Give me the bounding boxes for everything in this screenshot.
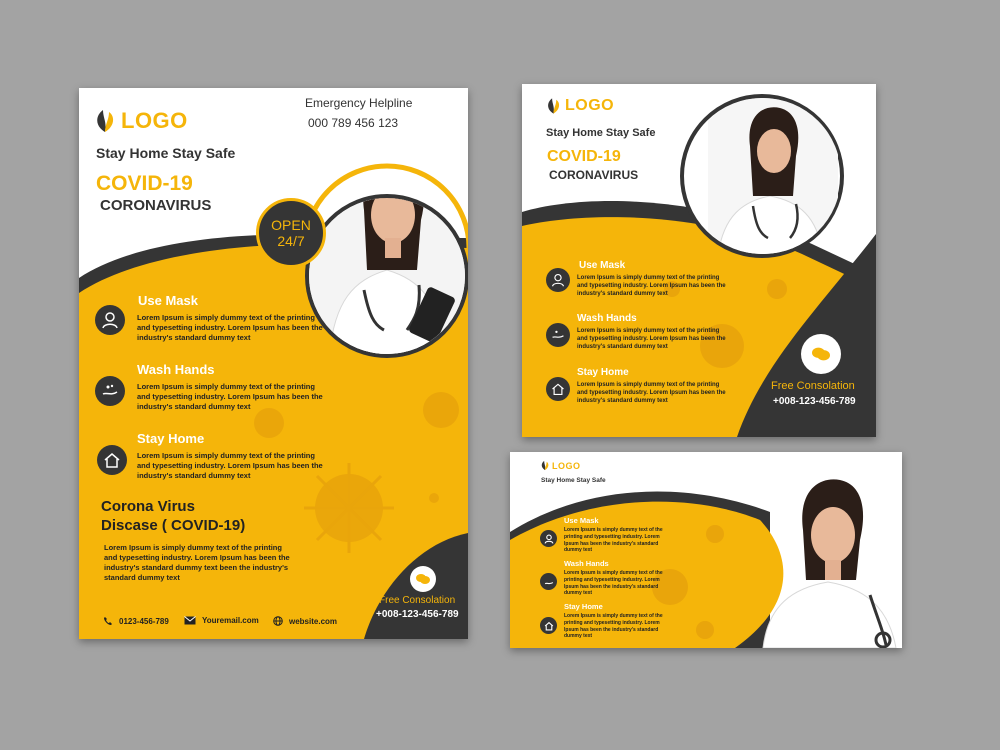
disease-title-line1: Corona Virus <box>101 498 195 515</box>
feature-body: Lorem Ipsum is simply dummy text of the printing and typesetting industry. Lorem Ipsum has been the industry's standard dummy text <box>137 382 323 412</box>
subheadline: CORONAVIRUS <box>100 197 212 214</box>
chat-bubbles-icon <box>410 566 436 592</box>
globe-icon <box>273 616 283 626</box>
leaf-icon <box>545 97 562 115</box>
feature-body: Lorem Ipsum is simply dummy text of the printing and typesetting industry. Lorem Ipsum has been the industry's standard dummy text <box>137 313 323 343</box>
mask-person-icon <box>95 305 125 335</box>
wash-hands-icon <box>546 323 570 347</box>
leaf-icon <box>540 460 550 471</box>
feature-wash-hands <box>95 362 335 422</box>
feature-body: Lorem Ipsum is simply dummy text of the printing and typesetting industry. Lorem Ipsum has been the industry's standard dummy text <box>577 275 726 298</box>
slogan: Stay Home Stay Safe <box>96 145 236 161</box>
feature-title: Wash Hands <box>137 362 215 377</box>
wash-hands-icon <box>95 376 125 406</box>
helpline-label: Emergency Helpline <box>305 96 413 110</box>
open-24-7-badge <box>256 198 326 268</box>
feature-title: Stay Home <box>564 602 603 611</box>
feature-use-mask <box>546 260 726 305</box>
footer-website-text: website.com <box>289 616 338 626</box>
consultation-label: Free Consolation <box>379 595 456 606</box>
home-icon <box>97 445 127 475</box>
disease-title-line2: Discase ( COVID-19) <box>101 517 246 534</box>
flyer-landscape <box>510 452 902 648</box>
doctor-photo <box>748 470 902 648</box>
consultation-label: Free Consolation <box>771 380 855 392</box>
logo-text: LOGO <box>552 460 581 471</box>
chat-bubbles-icon <box>801 334 841 374</box>
feature-stay-home <box>540 602 700 638</box>
feature-stay-home <box>546 367 726 412</box>
logo <box>545 97 614 115</box>
logo-text: LOGO <box>565 97 615 114</box>
footer-phone-text: 0123-456-789 <box>119 616 169 626</box>
feature-wash-hands <box>546 313 726 358</box>
flyer-square <box>522 84 876 437</box>
wash-hands-icon <box>540 573 557 590</box>
disease-body: Lorem Ipsum is simply dummy text of the printing and typesetting industry. Lorem Ipsum has been the industry's standard dummy text been the industry's standard dummy text <box>104 543 290 583</box>
footer-website <box>273 616 337 626</box>
headline: COVID-19 <box>547 148 621 165</box>
feature-title: Use Mask <box>138 293 198 308</box>
flyer-portrait <box>79 88 468 639</box>
mask-person-icon <box>540 530 557 547</box>
feature-body: Lorem Ipsum is simply dummy text of the printing and typesetting industry. Lorem Ipsum has been the industry's standard dummy text <box>577 328 726 351</box>
feature-title: Use Mask <box>579 260 626 271</box>
subheadline: CORONAVIRUS <box>549 168 639 182</box>
slogan: Stay Home Stay Safe <box>541 477 606 484</box>
leaf-icon <box>93 108 117 134</box>
helpline-number: 000 789 456 123 <box>308 116 399 130</box>
consultation-phone: +008-123-456-789 <box>376 609 459 620</box>
feature-body: Lorem Ipsum is simply dummy text of the printing and typesetting industry. Lorem Ipsum has been the industry's standard dummy text <box>137 451 323 481</box>
logo <box>540 460 581 471</box>
feature-wash-hands <box>540 559 700 595</box>
feature-body: Lorem Ipsum is simply dummy text of the printing and typesetting industry. Lorem Ipsum has been the industry's standard dummy text <box>564 570 663 597</box>
footer-email <box>184 616 259 625</box>
feature-title: Stay Home <box>137 431 205 446</box>
feature-title: Stay Home <box>577 367 629 378</box>
phone-icon <box>103 616 113 626</box>
home-icon <box>540 617 557 634</box>
footer-email-text: Youremail.com <box>202 616 259 625</box>
feature-use-mask <box>95 293 335 353</box>
consultation-phone: +008-123-456-789 <box>773 396 856 407</box>
feature-title: Wash Hands <box>564 559 609 568</box>
open-badge-line2: 24/7 <box>277 233 305 249</box>
headline: COVID-19 <box>96 172 193 195</box>
feature-title: Wash Hands <box>577 313 637 324</box>
mask-person-icon <box>546 268 570 292</box>
feature-use-mask <box>540 516 700 552</box>
open-badge-line1: OPEN <box>271 217 311 233</box>
logo-text: LOGO <box>121 108 188 133</box>
slogan: Stay Home Stay Safe <box>546 127 656 139</box>
feature-body: Lorem Ipsum is simply dummy text of the printing and typesetting industry. Lorem Ipsum has been the industry's standard dummy text <box>564 527 663 554</box>
feature-body: Lorem Ipsum is simply dummy text of the printing and typesetting industry. Lorem Ipsum has been the industry's standard dummy text <box>564 613 663 640</box>
home-icon <box>546 377 570 401</box>
logo <box>93 108 188 134</box>
feature-body: Lorem Ipsum is simply dummy text of the printing and typesetting industry. Lorem Ipsum has been the industry's standard dummy text <box>577 382 726 405</box>
email-icon <box>184 616 196 625</box>
feature-title: Use Mask <box>564 516 599 525</box>
footer-phone <box>103 616 169 626</box>
feature-stay-home <box>97 431 337 491</box>
doctor-photo <box>708 96 838 256</box>
